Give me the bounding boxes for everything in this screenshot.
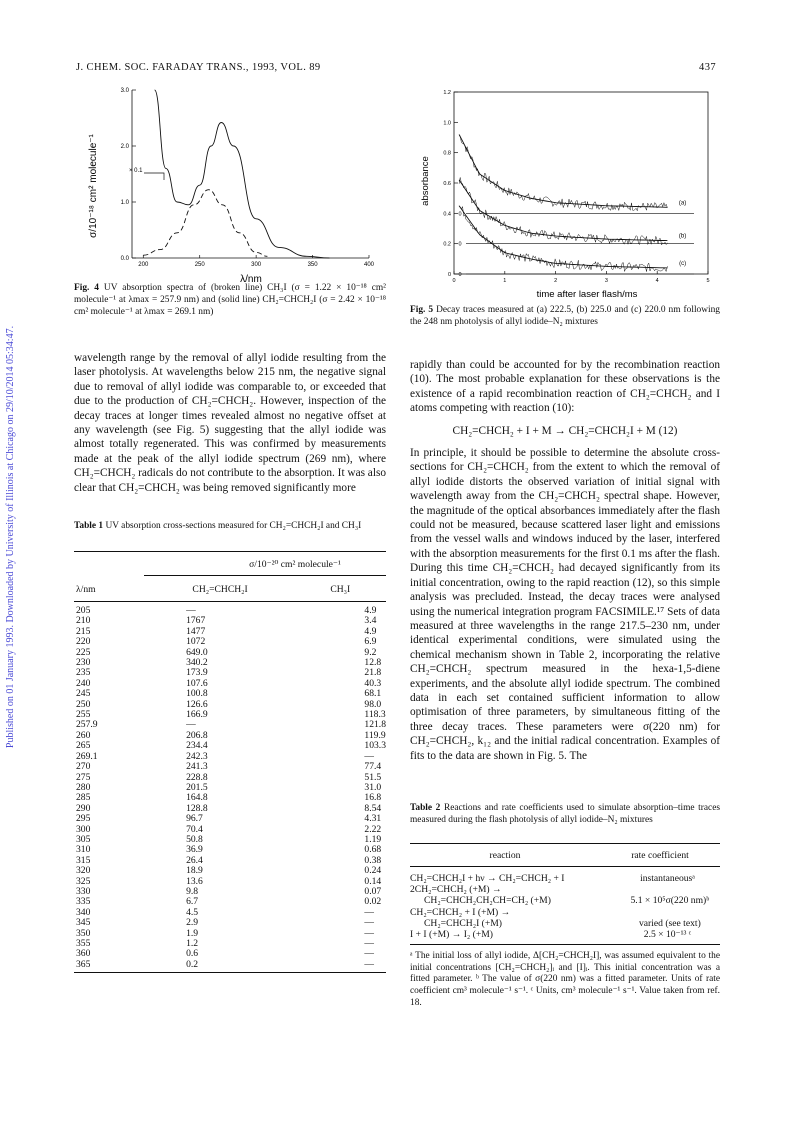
fig5-y-tick-label: 1.2 [443, 90, 451, 96]
fig4-annotation-bracket [144, 173, 164, 180]
fig4-caption-text: UV absorption spectra of (broken line) CH₃I (σ = 1.22 × 10⁻¹⁸ cm² molecule⁻¹ at λmax = 257.9 nm) and (solid line) CH₂=CHCH₂I (σ = 2.42 × 10⁻¹⁸ cm² molecule⁻¹ at λmax = 269.1 nm) [74, 283, 386, 317]
table1-cell-ch3i: — [364, 948, 374, 960]
fig5-y-tick-label: 0.2 [443, 241, 451, 248]
table1-cell-wavelength: 280 [76, 781, 91, 793]
table2-rate-line [615, 884, 720, 895]
fig5-x-axis-label: time after laser flash/ms [536, 289, 638, 300]
table2-reaction-line: I + I (+M) → I₂ (+M) [410, 929, 493, 941]
fig4-x-tick-label: 350 [307, 262, 318, 268]
table-row [74, 700, 386, 710]
table1-header-ch3i: CH₃I [330, 584, 351, 595]
table1-cell-ch3i: 0.07 [364, 885, 382, 897]
table1-cell-ch3i: 103.3 [364, 740, 386, 752]
fig5-x-tick-label: 0 [452, 278, 456, 284]
table-row [74, 658, 386, 668]
fig4-series-allyl-iodide [155, 90, 330, 258]
table1-cell-wavelength: 265 [76, 740, 91, 752]
table1-cell-wavelength: 325 [76, 875, 91, 887]
table2-rate-line [615, 907, 720, 918]
table1-cell-ch3i: 0.38 [364, 854, 382, 866]
table1-cell-ch3i: 31.0 [364, 781, 382, 793]
fig5-y-tick-label: 0 [447, 272, 451, 278]
table-row [74, 606, 386, 616]
table1 [74, 551, 386, 973]
table-row [410, 873, 720, 884]
table1-cell-wavelength: 360 [76, 948, 91, 960]
table1-cell-wavelength: 215 [76, 625, 91, 637]
table1-cell-wavelength: 335 [76, 896, 91, 908]
table2-header-rate: rate coefficient [631, 850, 689, 861]
table1-cell-wavelength: 225 [76, 646, 91, 658]
table1-cell-allyl: 4.5 [186, 906, 199, 918]
table2-reaction-line: CH₂=CHCH₂I (+M) [424, 917, 503, 929]
table1-cell-wavelength: 230 [76, 657, 91, 669]
fig5-x-tick-label: 5 [706, 278, 710, 284]
table1-cell-wavelength: 235 [76, 667, 91, 679]
fig5-x-tick-label: 3 [604, 278, 608, 284]
table-row [74, 835, 386, 845]
table-row [74, 616, 386, 626]
table-row [74, 679, 386, 689]
table1-cell-wavelength: 310 [76, 844, 91, 856]
table1-cell-wavelength: 290 [76, 802, 91, 814]
table-row [410, 907, 720, 918]
fig5-fit-line [459, 135, 667, 208]
table1-cell-wavelength: 270 [76, 761, 91, 773]
table1-cell-allyl: 2.9 [186, 917, 199, 929]
table-row [74, 856, 386, 866]
fig5-trace-label: (c) [679, 260, 687, 267]
table2-rate-line: instantaneousᵃ [640, 873, 695, 884]
running-header [76, 62, 716, 80]
table1-cell-ch3i: 0.68 [364, 844, 382, 856]
fig5-offset-zero-label: 0 [458, 272, 462, 278]
table1-cell-ch3i: 21.8 [364, 667, 382, 679]
journal-title: J. CHEM. SOC. FARADAY TRANS., 1993, VOL. 89 [76, 62, 321, 73]
table1-cell-allyl: 126.6 [186, 698, 208, 710]
table1-cell-ch3i: 6.9 [364, 636, 377, 648]
table1-cell-allyl: 1477 [186, 625, 206, 637]
table1-cell-ch3i: 118.3 [364, 709, 386, 721]
fig4-y-tick-label: 0.0 [120, 256, 129, 262]
table-row [410, 929, 720, 940]
table1-cell-wavelength: 355 [76, 938, 91, 949]
fig5-y-tick-label: 0.4 [443, 211, 451, 218]
fig4-x-tick-label: 400 [363, 262, 374, 268]
fig5-y-tick-label: 0.6 [443, 181, 451, 187]
table1-cell-ch3i: 8.54 [364, 802, 382, 814]
table1-cell-allyl: 107.6 [186, 677, 208, 689]
fig4-y-tick-label: 2.0 [120, 144, 129, 150]
table1-cell-wavelength: 255 [76, 709, 91, 721]
table1-cell-wavelength: 285 [76, 792, 91, 804]
table1-cell-ch3i: — [364, 750, 374, 762]
table1-cell-ch3i: 77.4 [364, 761, 382, 773]
table-row [74, 825, 386, 835]
table1-cell-allyl: 9.8 [186, 885, 199, 897]
table1-cell-ch3i: 98.0 [364, 698, 382, 710]
table-row [74, 710, 386, 720]
table1-cell-allyl: 206.8 [186, 729, 208, 741]
table1-label: Table 1 [74, 521, 104, 531]
fig5-y-tick-label: 1.0 [443, 120, 451, 127]
table-row [74, 918, 386, 928]
table1-cell-allyl: 649.0 [186, 646, 208, 658]
table2-label: Table 2 [410, 803, 441, 813]
left-paragraph: wavelength range by the removal of allyl iodide resulting from the laser photolysis. At wavelengths below 215 nm, the negative signal due to removal of allyl iodide was comparable to, or exceeded that due to the production of CH₂=CHCH₂. However, inspection of the decay traces at longer times revealed almost no negative offset at any wavelength (see Fig. 5) suggesting that the allyl iodide was almost totally regenerated. This was confirmed by measurements made at the peak of the allyl iodide spectrum (269 nm), where CH₂=CHCH₂ radicals do not contribute to the absorption. It was also clear that CH₂=CHCH₂ was being removed significantly more [74, 352, 386, 494]
table1-cell-wavelength: 250 [76, 698, 91, 710]
table2-caption [410, 803, 720, 827]
table-row [74, 949, 386, 959]
table2-header-reaction: reaction [489, 850, 521, 861]
fig4-x-tick-label: 300 [251, 262, 262, 268]
table1-cell-wavelength: 220 [76, 636, 91, 648]
table2-reaction-line: CH₂=CHCH₂CH₂CH=CH₂ (+M) [424, 895, 551, 907]
table1-cell-allyl: — [186, 605, 196, 616]
table1-header-allyl: CH₂=CHCH₂I [192, 584, 248, 595]
table1-cell-allyl: 96.7 [186, 813, 203, 825]
table1-unit-header: σ/10⁻²⁰ cm² molecule⁻¹ [144, 552, 386, 576]
table1-cell-allyl: 100.8 [186, 688, 208, 700]
table2-footnote: ᵃ The initial loss of allyl iodide, Δ[CH₂=CHCH₂I], was assumed equivalent to the initial concentrations [CH₂=CHCH₂]ᵢ and [I]ᵢ. This initial concentration was a fitted parameter. ᵇ The value of σ(220 nm) was a fitted parameter. Units of rate coefficient cm³ molecule⁻¹ s⁻¹. ᶜ Units, cm³ molecule⁻¹ s⁻¹. Value taken from ref. 18. [410, 951, 720, 1008]
table1-cell-ch3i: — [364, 938, 374, 949]
table1-cell-wavelength: 340 [76, 906, 91, 918]
fig5-offset-zero-label: 0 [458, 211, 462, 218]
table1-cell-ch3i: 51.5 [364, 771, 382, 783]
fig4-y-tick-label: 3.0 [120, 88, 129, 94]
right-body [410, 358, 720, 763]
fig4-caption [74, 283, 386, 318]
table1-caption-text: UV absorption cross-sections measured for CH₂=CHCH₂I and CH₃I [105, 521, 362, 531]
table1-cell-ch3i: — [364, 917, 374, 929]
fig5-trace-label: (a) [678, 200, 687, 207]
table1-cell-allyl: 1.2 [186, 938, 199, 949]
table1-cell-allyl: 128.8 [186, 802, 208, 814]
table1-cell-ch3i: 12.8 [364, 657, 382, 669]
fig4-y-axis-label: σ/10⁻¹⁸ cm² molecule⁻¹ [88, 134, 99, 238]
equation-12: CH₂=CHCH₂ + I + M → CH₂=CHCH₂I + M (12) [452, 424, 678, 437]
fig5-x-tick-label: 1 [503, 278, 507, 284]
table1-cell-ch3i: — [364, 906, 374, 918]
table-row [74, 929, 386, 939]
table-row [410, 895, 720, 906]
table1-cell-allyl: 6.7 [186, 896, 199, 908]
table1-cell-allyl: 173.9 [186, 667, 208, 679]
table1-cell-wavelength: 210 [76, 615, 91, 627]
table1-cell-allyl: 26.4 [186, 854, 203, 866]
table2-rate-line: 5.1 × 10⁵σ(220 nm)ᵇ [630, 895, 710, 907]
fig4-chart [74, 86, 374, 286]
table1-cell-allyl: 0.6 [186, 948, 199, 960]
table-row [74, 887, 386, 897]
table1-cell-allyl: 340.2 [186, 657, 208, 669]
table1-cell-ch3i: — [364, 927, 374, 939]
table1-cell-wavelength: 365 [76, 958, 91, 970]
table-row [74, 960, 386, 970]
fig4-y-tick-label: 1.0 [120, 200, 129, 206]
fig5-trace [459, 135, 667, 211]
table1-cell-allyl: — [186, 719, 196, 731]
table2-reaction-line: CH₂=CHCH₂ + I (+M) → [410, 906, 511, 918]
fig5-x-tick-label: 4 [655, 278, 659, 284]
table-row [74, 814, 386, 824]
table1-cell-allyl: 242.3 [186, 750, 208, 762]
table2-reaction-line: 2CH₂=CHCH₂ (+M) → [410, 884, 502, 896]
table-row [74, 648, 386, 658]
table1-cell-allyl: 164.8 [186, 792, 208, 804]
table-row [74, 731, 386, 741]
table1-cell-wavelength: 275 [76, 771, 91, 783]
table1-cell-allyl: 1.9 [186, 927, 199, 939]
table1-cell-ch3i: 4.9 [364, 605, 377, 616]
table-row [74, 793, 386, 803]
table1-cell-ch3i: 119.9 [364, 729, 386, 741]
table1-cell-wavelength: 345 [76, 917, 91, 929]
table1-cell-wavelength: 205 [76, 605, 91, 616]
table2-reaction-line: CH₂=CHCH₂I + hν → CH₂=CHCH₂ + I [410, 873, 565, 884]
table-row [74, 866, 386, 876]
table2-body [410, 867, 720, 940]
table1-header-wavelength: λ/nm [76, 584, 96, 595]
fig5-caption-label: Fig. 5 [410, 305, 434, 315]
fig4-x-axis-label: λ/nm [240, 274, 262, 285]
table1-cell-allyl: 0.2 [186, 958, 199, 970]
table1-cell-ch3i: 4.9 [364, 625, 377, 637]
fig5-y-tick-label: 0.8 [443, 150, 451, 157]
table1-cell-allyl: 13.6 [186, 875, 203, 887]
table2-rate-line: 2.5 × 10⁻¹³ ᶜ [643, 929, 692, 941]
table1-cell-wavelength: 320 [76, 865, 91, 877]
table1-cell-allyl: 228.8 [186, 771, 208, 783]
fig5-fit-line [459, 180, 667, 241]
table1-caption [74, 521, 386, 533]
table1-cell-allyl: 166.9 [186, 709, 208, 721]
table1-cell-wavelength: 257.9 [76, 719, 98, 731]
table-row [74, 762, 386, 772]
table-row [74, 627, 386, 637]
table1-cell-allyl: 1072 [186, 636, 206, 648]
table1-cell-allyl: 70.4 [186, 823, 203, 835]
table1-cell-ch3i: 0.14 [364, 875, 382, 887]
table1-cell-wavelength: 305 [76, 833, 91, 845]
table-row [74, 720, 386, 730]
table1-cell-allyl: 1767 [186, 615, 206, 627]
table1-body [74, 606, 386, 970]
fig5-chart [410, 86, 720, 302]
table1-cell-allyl: 234.4 [186, 740, 208, 752]
fig4-annotation: × 0.1 [129, 168, 143, 174]
table-row [74, 741, 386, 751]
download-watermark: Published on 01 January 1993. Downloaded by University of Illinois at Chicago on 29/10/2014 05:34:47. [5, 325, 16, 749]
fig5-trace [459, 177, 667, 245]
table-row [74, 637, 386, 647]
table-row [74, 752, 386, 762]
table1-cell-ch3i: 3.4 [364, 615, 377, 627]
table1-cell-allyl: 36.9 [186, 844, 203, 856]
table-row [74, 908, 386, 918]
table-row [410, 918, 720, 929]
fig5-offset-zero-label: 0 [458, 241, 462, 248]
table1-cell-ch3i: 0.24 [364, 865, 382, 877]
table1-cell-allyl: 50.8 [186, 833, 203, 845]
table1-cell-ch3i: 68.1 [364, 688, 382, 700]
table1-cell-allyl: 201.5 [186, 781, 208, 793]
fig5-y-axis-label: absorbance [420, 156, 431, 206]
table-row [74, 668, 386, 678]
table-row [74, 939, 386, 949]
table1-cell-wavelength: 269.1 [76, 750, 98, 762]
table2-rate-line: varied (see text) [638, 917, 701, 929]
table1-cell-allyl: 18.9 [186, 865, 203, 877]
fig5-caption [410, 305, 720, 329]
table1-cell-ch3i: 40.3 [364, 677, 382, 689]
table1-cell-ch3i: — [364, 958, 374, 970]
table1-cell-ch3i: 4.31 [364, 813, 382, 825]
table-row [410, 884, 720, 895]
fig4-series-ch3i [143, 190, 267, 257]
table1-cell-wavelength: 350 [76, 927, 91, 939]
table-row [74, 783, 386, 793]
fig4-x-tick-label: 200 [138, 262, 149, 268]
table-row [74, 897, 386, 907]
right-paragraph-1: rapidly than could be accounted for by the recombination reaction (10). The most probable explanation for these observations is the existence of a rapid recombination reaction of CH₂=CHCH₂ and I atoms competing with reaction (10): [410, 359, 720, 415]
page-number: 437 [699, 62, 716, 73]
table1-cell-wavelength: 260 [76, 729, 91, 741]
table-row [74, 773, 386, 783]
table1-cell-wavelength: 245 [76, 688, 91, 700]
table1-cell-allyl: 241.3 [186, 761, 208, 773]
table1-cell-wavelength: 295 [76, 813, 91, 825]
fig4-x-tick-label: 250 [194, 262, 205, 268]
table1-cell-wavelength: 300 [76, 823, 91, 835]
table1-cell-ch3i: 16.8 [364, 792, 382, 804]
table1-cell-ch3i: 2.22 [364, 823, 382, 835]
table-row [74, 845, 386, 855]
fig5-trace [459, 206, 667, 272]
table1-cell-ch3i: 121.8 [364, 719, 386, 731]
table1-bottom-rule [74, 972, 386, 973]
fig4-caption-label: Fig. 4 [74, 283, 99, 293]
table2 [410, 843, 720, 1009]
right-paragraph-2: In principle, it should be possible to determine the absolute cross-sections for CH₂=CHCH₂ from the extent to which the removal of allyl iodide distorts the observed variation of initial signal with wavelength away from the CH₂=CHCH₂ spectral shape. However, the magnitude of the optical absorbances immediately after the flash could not be measured, because scattered laser light and emissions from the vessel walls and windows induced by the laser, interfered with the absorption measurements for the first 0.1 ms after the flash. During this time CH₂=CHCH₂ had decayed significantly from its initial concentration, owing to the rapid reaction (12), so this simple analysis was precluded. Instead, the decay traces were analysed using the numerical integration program FACSIMILE.¹⁷ Sets of data measured at three wavelengths in the range 217.5–230 nm, under identical experimental conditions, were simulated using the chemical mechanism shown in Table 2, incorporating the relative CH₂=CHCH₂ spectrum measured in the hexa-1,5-diene experiments, and the absolute allyl iodide spectrum. The combined data in each set contained sufficient information to allow optimisation of three parameters, by simultaneous fitting of the three decay traces. These parameters were σ(220 nm) for CH₂=CHCH₂, k₁₂ and the initial radical concentration. Examples of fits to the data are shown in Fig. 5. The [410, 447, 720, 762]
table2-bottom-rule [410, 944, 720, 945]
table-row [74, 877, 386, 887]
left-body [74, 351, 386, 495]
table1-cell-ch3i: 1.19 [364, 833, 382, 845]
table1-cell-wavelength: 315 [76, 854, 91, 866]
table1-cell-ch3i: 9.2 [364, 646, 377, 658]
table2-caption-text: Reactions and rate coefficients used to simulate absorption–time traces measured during the flash photolysis of allyl iodide–N₂ mixtures [410, 803, 721, 825]
table-row [74, 689, 386, 699]
table-row [74, 804, 386, 814]
table1-cell-wavelength: 240 [76, 677, 91, 689]
fig5-plot-frame [454, 92, 708, 274]
table1-cell-wavelength: 330 [76, 885, 91, 897]
table1-cell-ch3i: 0.02 [364, 896, 382, 908]
fig5-x-tick-label: 2 [554, 278, 558, 284]
fig5-caption-text: Decay traces measured at (a) 222.5, (b) 225.0 and (c) 220.0 nm following the 248 nm photolysis of allyl iodide–N₂ mixtures [410, 305, 720, 327]
fig5-trace-label: (b) [678, 233, 687, 240]
